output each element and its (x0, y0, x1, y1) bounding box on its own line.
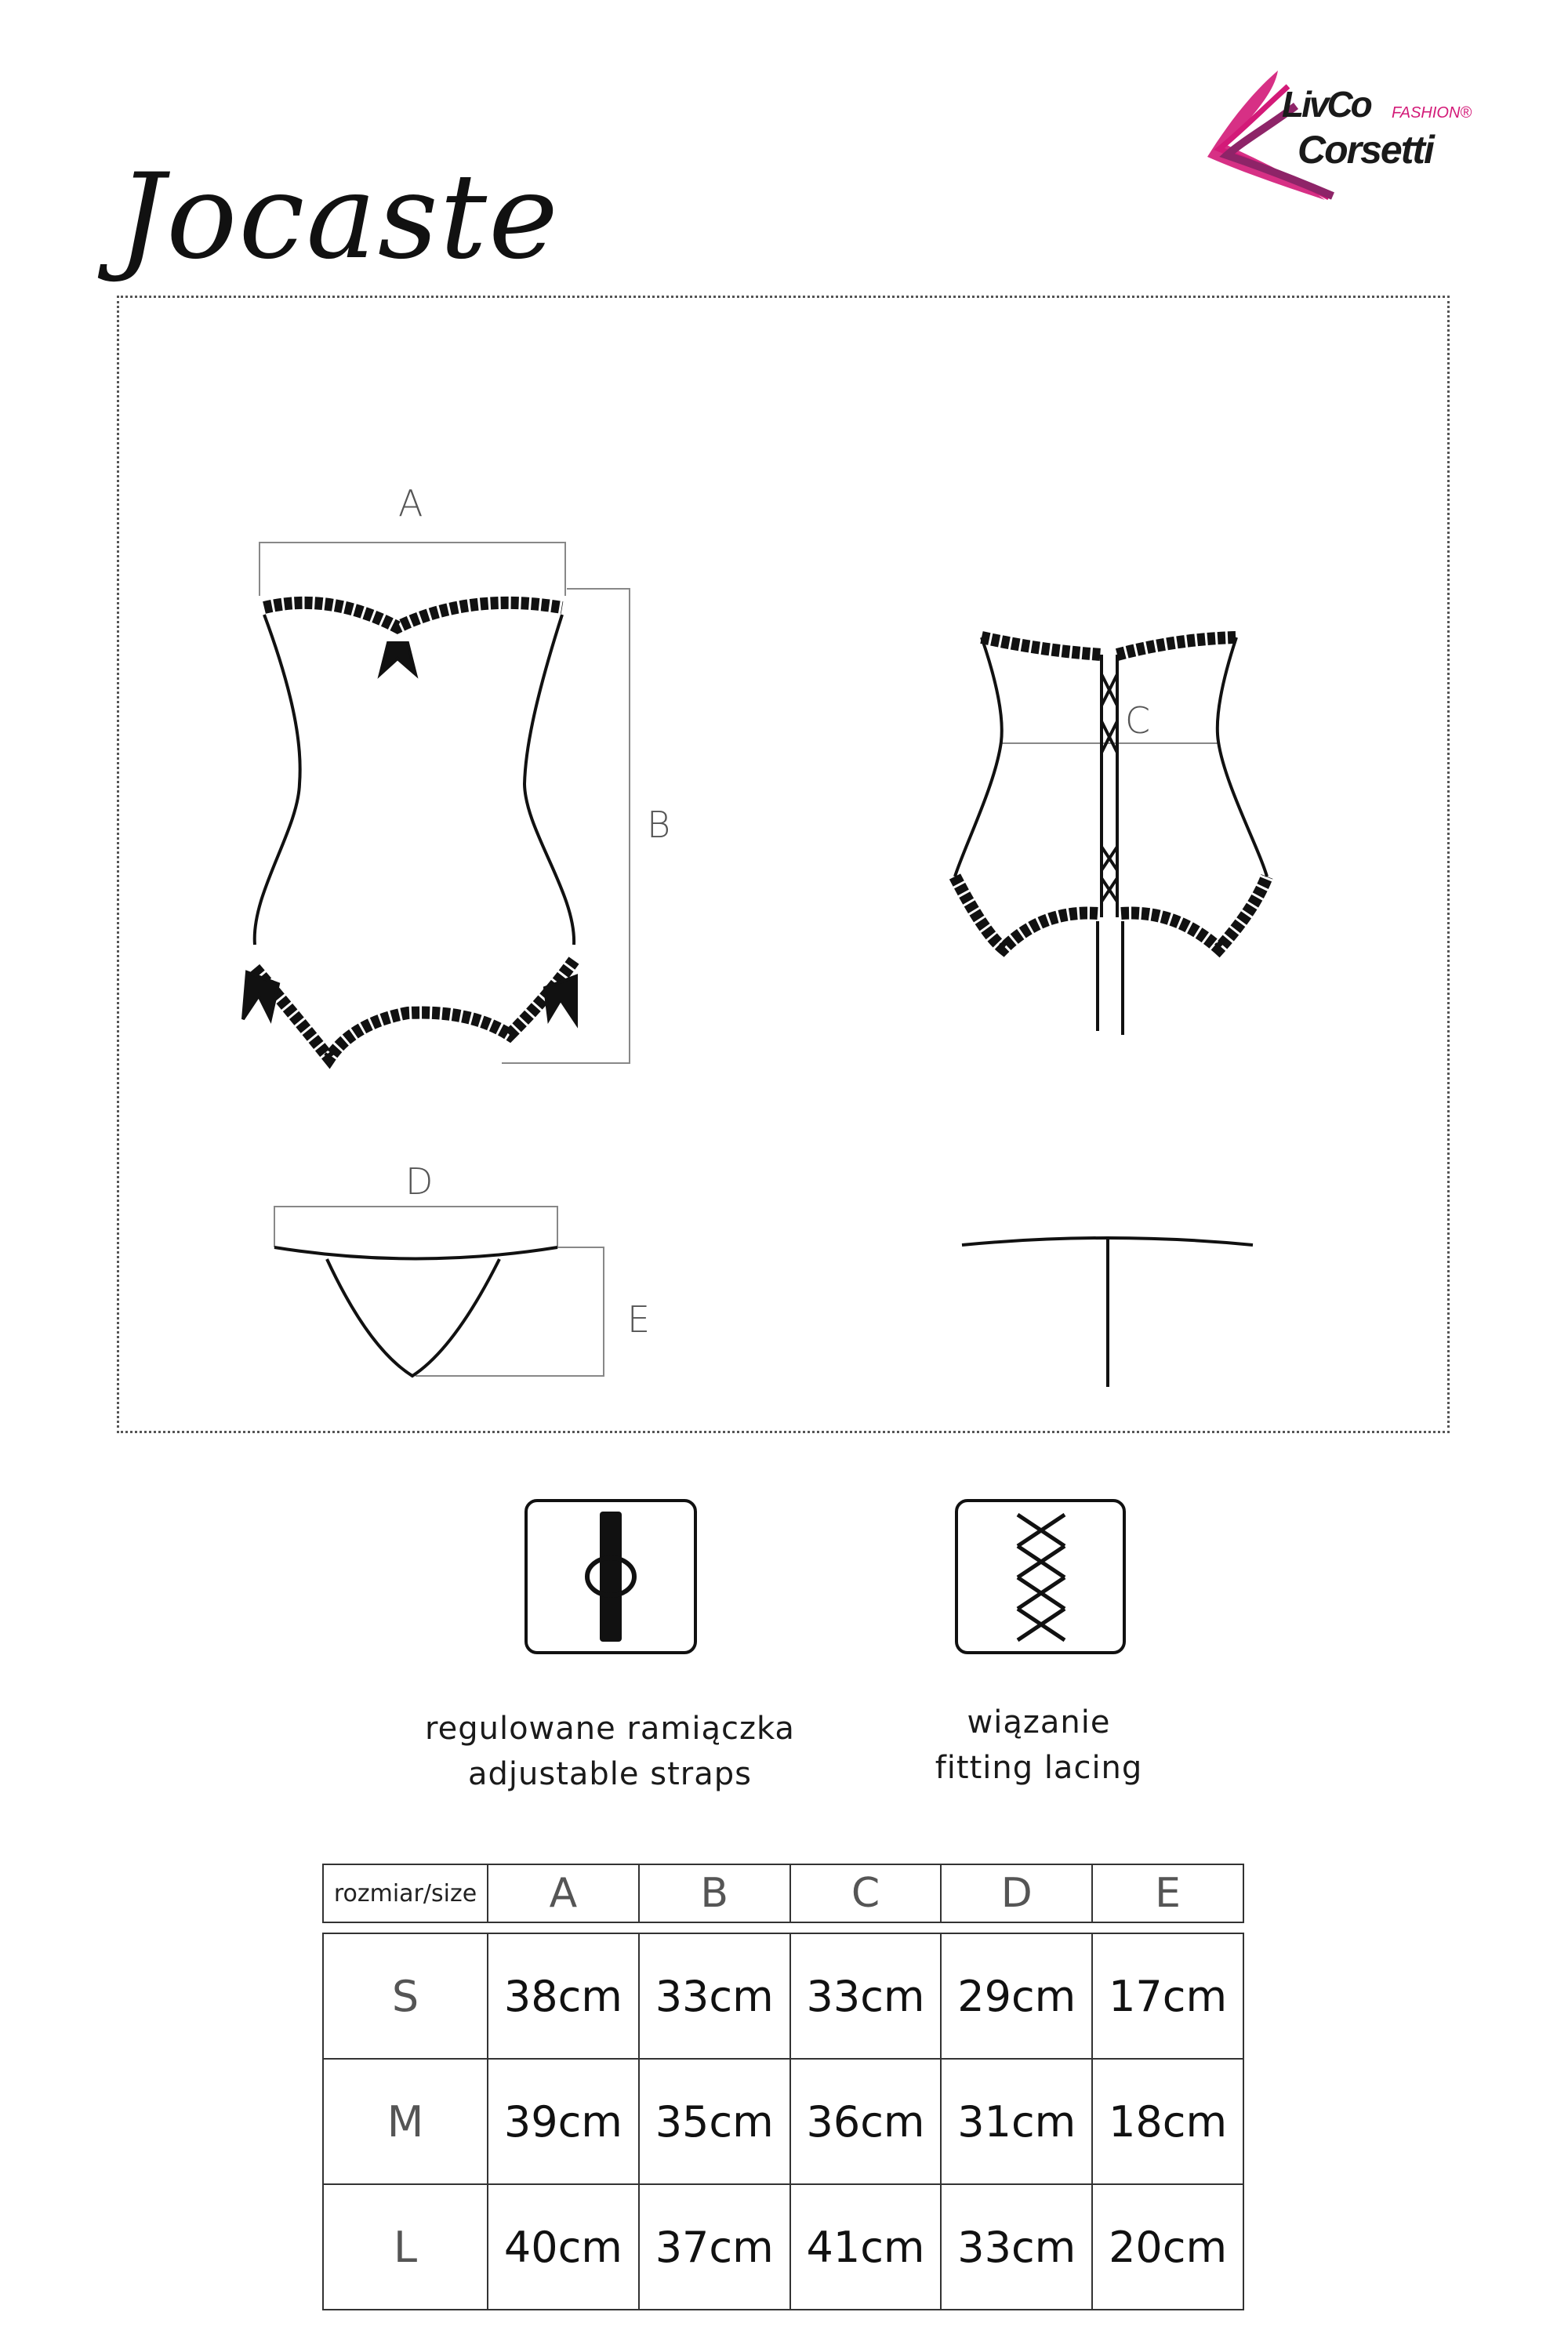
corset-front-drawing (243, 603, 576, 1058)
feature-label-en: adjustable straps (468, 1756, 752, 1792)
brand-logo-fashion: FASHION® (1392, 104, 1472, 122)
header-d: D (941, 1864, 1092, 1922)
header-a: A (488, 1864, 639, 1922)
thong-front-drawing (274, 1247, 557, 1376)
brand-logo-corsetti: Corsetti (1298, 128, 1433, 172)
cell: 29cm (941, 1933, 1092, 2059)
header-e: E (1092, 1864, 1243, 1922)
corset-back-drawing (955, 637, 1267, 1035)
cell: 39cm (488, 2059, 639, 2184)
dimension-lines (260, 543, 1218, 1376)
dimension-label-c: C (1125, 699, 1151, 742)
cell: 36cm (790, 2059, 942, 2184)
feature-adjustable-straps (375, 1706, 845, 1797)
header-size: rozmiar/size (323, 1864, 488, 1922)
cell: 33cm (790, 1933, 942, 2059)
product-title: Jocaste (118, 149, 560, 285)
row-size: S (323, 1933, 488, 2059)
cell: 31cm (941, 2059, 1092, 2184)
dimension-label-b: B (647, 804, 671, 846)
lacing-icon (955, 1499, 1126, 1654)
row-size: M (323, 2059, 488, 2184)
size-table (322, 1933, 1244, 2310)
dimension-label-d: D (405, 1160, 434, 1203)
table-row (323, 2184, 1243, 2310)
feature-label-pl: wiązanie (967, 1704, 1111, 1740)
feature-lacing (804, 1700, 1274, 1791)
feature-label-pl: regulowane ramiączka (425, 1711, 795, 1747)
cell: 38cm (488, 1933, 639, 2059)
cell: 41cm (790, 2184, 942, 2310)
row-size: L (323, 2184, 488, 2310)
brand-logo-text: LivCo (1282, 84, 1370, 125)
cell: 37cm (639, 2184, 790, 2310)
table-row (323, 2059, 1243, 2184)
table-row (323, 1933, 1243, 2059)
adjustable-strap-icon (524, 1499, 697, 1654)
size-table-header (322, 1864, 1244, 1923)
thong-back-drawing (962, 1237, 1253, 1387)
cell: 40cm (488, 2184, 639, 2310)
header-c: C (790, 1864, 942, 1922)
cell: 33cm (941, 2184, 1092, 2310)
cell: 35cm (639, 2059, 790, 2184)
cell: 18cm (1092, 2059, 1243, 2184)
feature-label-en: fitting lacing (935, 1750, 1143, 1786)
cell: 17cm (1092, 1933, 1243, 2059)
header-b: B (639, 1864, 790, 1922)
dimension-label-a: A (398, 482, 423, 524)
cell: 33cm (639, 1933, 790, 2059)
dimension-label-e: E (627, 1298, 651, 1341)
cell: 20cm (1092, 2184, 1243, 2310)
